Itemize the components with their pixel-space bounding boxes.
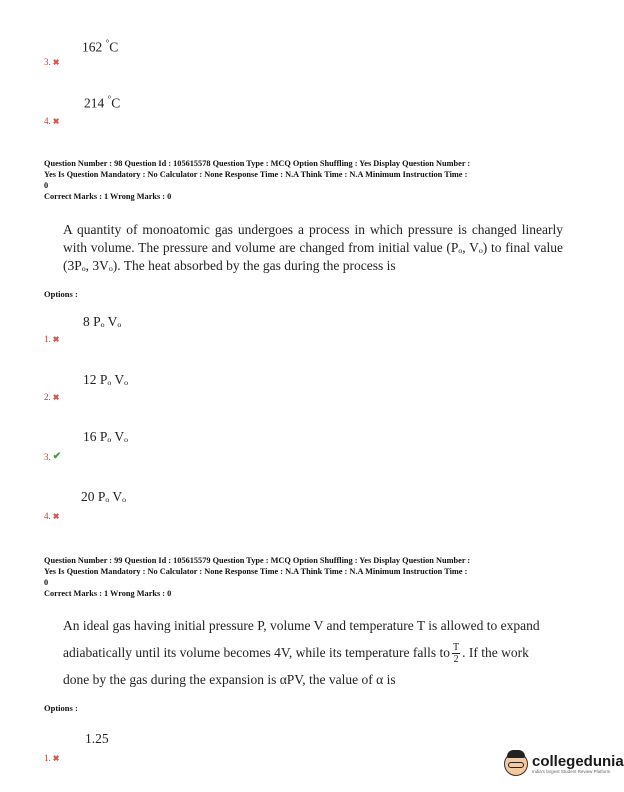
wrong-mark-icon: ✖ [52, 753, 60, 763]
correct-mark-icon: ✔ [52, 451, 62, 462]
q98-option-1-number: 1. ✖ [44, 334, 60, 344]
option-3-text: 162 °C [82, 38, 119, 55]
q98-option-4-number: 4. ✖ [44, 511, 60, 521]
q98-meta [44, 158, 574, 202]
collegedunia-logo [504, 752, 624, 776]
wrong-mark-icon: ✖ [52, 116, 60, 126]
q99-meta-line3: 0 [44, 578, 49, 587]
q99-meta-line2: Yes Is Question Mandatory : No Calculator : None Response Time : N.A Think Time : N.A Minimum Instruction Time : [44, 567, 468, 576]
mascot-icon [504, 752, 528, 776]
q98-meta-line1: Question Number : 98 Question Id : 105615578 Question Type : MCQ Option Shuffling : Yes Display Question Number : [44, 159, 471, 168]
wrong-mark-icon: ✖ [52, 392, 60, 402]
option-4-number: 4. ✖ [44, 116, 60, 126]
option-3-number: 3. ✖ [44, 57, 60, 67]
q99-text-line1: An ideal gas having initial pressure P, volume V and temperature T is allowed to expand [63, 618, 540, 633]
q98-meta-line2: Yes Is Question Mandatory : No Calculator : None Response Time : N.A Think Time : N.A Minimum Instruction Time : [44, 170, 468, 179]
wrong-mark-icon: ✖ [52, 57, 60, 67]
option-4-text: 214 °C [84, 94, 121, 111]
q98-question-text: A quantity of monoatomic gas undergoes a process in which pressure is changed linearly with volume. The pressure and volume are changed from initial value (Pₒ, Vₒ) to final value (3Pₒ, 3Vₒ). The heat absorbed by the gas during the process is [63, 222, 563, 273]
q99-option-1-number: 1. ✖ [44, 753, 60, 763]
q99-text-line3: done by the gas during the expansion is αPV, the value of α is [63, 672, 396, 687]
q98-option-1-text: 8 Pₒ Vₒ [83, 314, 122, 329]
q98-options-label: Options : [44, 289, 78, 299]
q98-option-3-text: 16 Pₒ Vₒ [83, 429, 129, 444]
q98-marks: Correct Marks : 1 Wrong Marks : 0 [44, 192, 172, 201]
q99-marks: Correct Marks : 1 Wrong Marks : 0 [44, 589, 172, 598]
wrong-mark-icon: ✖ [52, 334, 60, 344]
q98-option-2-number: 2. ✖ [44, 392, 60, 402]
q98-meta-line3: 0 [44, 181, 49, 190]
q99-question-text [63, 612, 563, 693]
q99-meta [44, 555, 574, 599]
q99-options-label: Options : [44, 703, 78, 713]
q99-text-line2: adiabatically until its volume becomes 4V, while its temperature falls to $\frac{T}{2}$ . If the work [63, 642, 529, 666]
q99-option-1-text: 1.25 [85, 731, 109, 746]
q98-option-4-text: 20 Pₒ Vₒ [81, 489, 127, 504]
logo-brand: collegedunia [532, 753, 624, 770]
q98-option-3-number: 3. ✔ [44, 451, 62, 462]
fraction-t-over-2: $\frac{T}{2}$ [453, 642, 460, 666]
q99-meta-line1: Question Number : 99 Question Id : 105615579 Question Type : MCQ Option Shuffling : Yes Display Question Number : [44, 556, 471, 565]
wrong-mark-icon: ✖ [52, 511, 60, 521]
q98-option-2-text: 12 Pₒ Vₒ [83, 372, 129, 387]
logo-tagline: India's largest Student Review Platform [532, 769, 611, 774]
